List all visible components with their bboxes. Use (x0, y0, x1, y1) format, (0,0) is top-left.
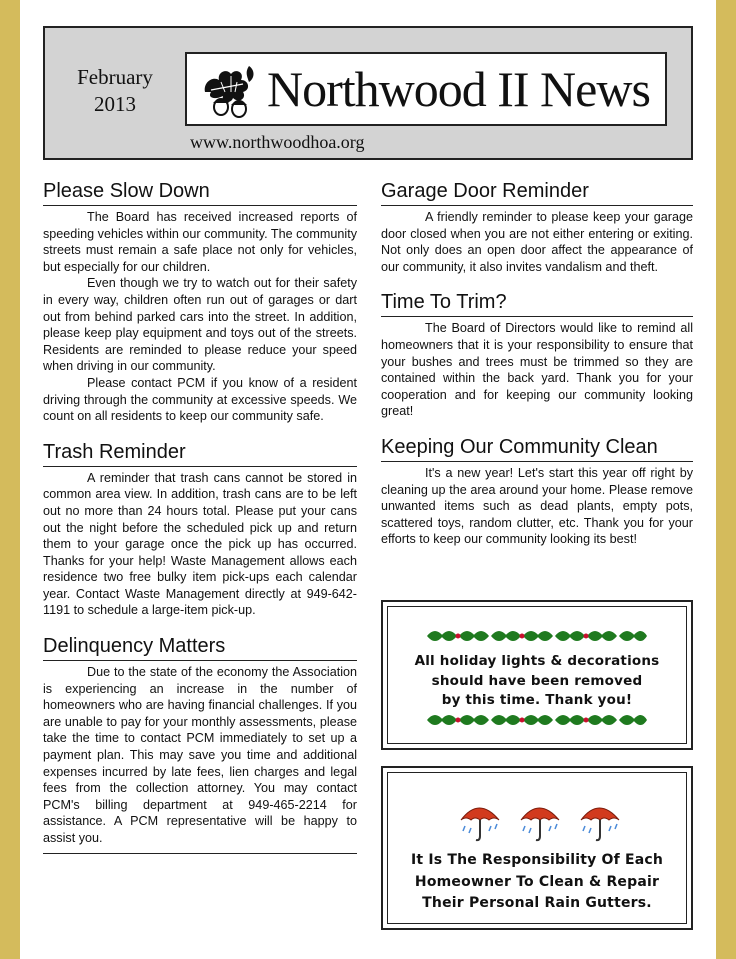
article-heading: Trash Reminder (43, 439, 357, 467)
issue-date (55, 64, 175, 118)
article-paragraph: A friendly reminder to please keep your garage door closed when you are not either entering or exiting. Not only does an open door affect the appearance of our community, it also invites vandalism and theft. (381, 210, 693, 274)
article-delinquency (43, 633, 357, 847)
holiday-lights-notice (381, 600, 693, 750)
article-garage (381, 178, 693, 275)
article-paragraph: It's a new year! Let's start this year off right by cleaning up the area around your home. Please remove unwanted items such as dead plants, empty pots, scattered toys, random clutter, etc. Thank you for your efforts to keep our community looking its best! (381, 465, 693, 547)
article-heading: Please Slow Down (43, 178, 357, 206)
title-box (185, 52, 667, 126)
holly-garland-icon (425, 626, 649, 646)
article-paragraph: Please contact PCM if you know of a resident driving through the community at excessive speeds. We count on all residents to keep our community safe. (43, 375, 357, 424)
article-clean (381, 434, 693, 548)
issue-month: February (77, 65, 153, 89)
masthead (43, 26, 693, 160)
article-paragraph: Even though we try to watch out for their safety in every way, children often run out of garages or dart out from behind parked cars into the street. In addition, please keep play equipment and toys out of the streets. Residents are reminded to please reduce your speed when driving in our community. (43, 276, 357, 374)
article-paragraph: The Board has received increased reports of speeding vehicles within our community. The community streets must remain a safe place not only for vehicles, but especially for our children. (43, 210, 357, 274)
notice-line: by this time. Thank you! (441, 692, 633, 708)
acorn-oak-leaf-icon (201, 62, 259, 118)
issue-year: 2013 (94, 92, 136, 116)
notice-line: Homeowner To Clean & Repair (414, 873, 660, 890)
umbrella-icon (457, 800, 627, 846)
notice-line: All holiday lights & decorations (414, 653, 660, 669)
article-heading: Delinquency Matters (43, 633, 357, 661)
article-paragraph: The Board of Directors would like to remind all homeowners that it is your responsibility to ensure that your bushes and trees must be trimmed so they are contained within the back yard. Thank you for your cooperation and for keeping our community looking great! (381, 321, 693, 419)
rain-gutters-notice (381, 766, 693, 930)
holly-garland-icon (425, 710, 649, 730)
left-column (43, 178, 357, 854)
article-heading: Time To Trim? (381, 289, 693, 317)
right-column (381, 178, 693, 548)
article-heading: Keeping Our Community Clean (381, 434, 693, 462)
notice-line: should have been removed (431, 672, 643, 689)
column-divider (43, 853, 357, 854)
article-trim (381, 289, 693, 420)
notice-line: It Is The Responsibility Of Each (410, 852, 664, 868)
website-url[interactable]: www.northwoodhoa.org (190, 132, 365, 152)
article-heading: Garage Door Reminder (381, 178, 693, 206)
rain-gutters-message (383, 850, 691, 915)
newsletter-page (20, 0, 716, 959)
article-paragraph: A reminder that trash cans cannot be stored in common area view. In addition, trash cans are to be left out no more than 24 hours total. Please put your cans out the night before the scheduled pick up and return them to your garage once the pick up has occurred. Thanks for your help! Waste Management allows each residence two free bulky item pick-ups each calendar year. Contact Waste Management directly at 949-642-1191 to schedule a large-item pick-up. (43, 470, 357, 618)
article-trash (43, 439, 357, 619)
article-paragraph: Due to the state of the economy the Association is experiencing an increase in the number of homeowners who are having financial challenges. If you are unable to pay for your monthly assessments, please take the time to contact PCM immediately to set up a payment plan. This may save you time and additional expenses incurred by late fees, lien charges and legal fees from the collection attorney. You may contact PCM's billing department at 949-465-2214 for assistance. A PCM representative will be happy to assist you. (43, 665, 357, 845)
article-slow-down (43, 178, 357, 425)
notice-line: Their Personal Rain Gutters. (422, 895, 652, 911)
holiday-lights-message (383, 652, 691, 711)
newsletter-title: Northwood II News (267, 61, 650, 117)
